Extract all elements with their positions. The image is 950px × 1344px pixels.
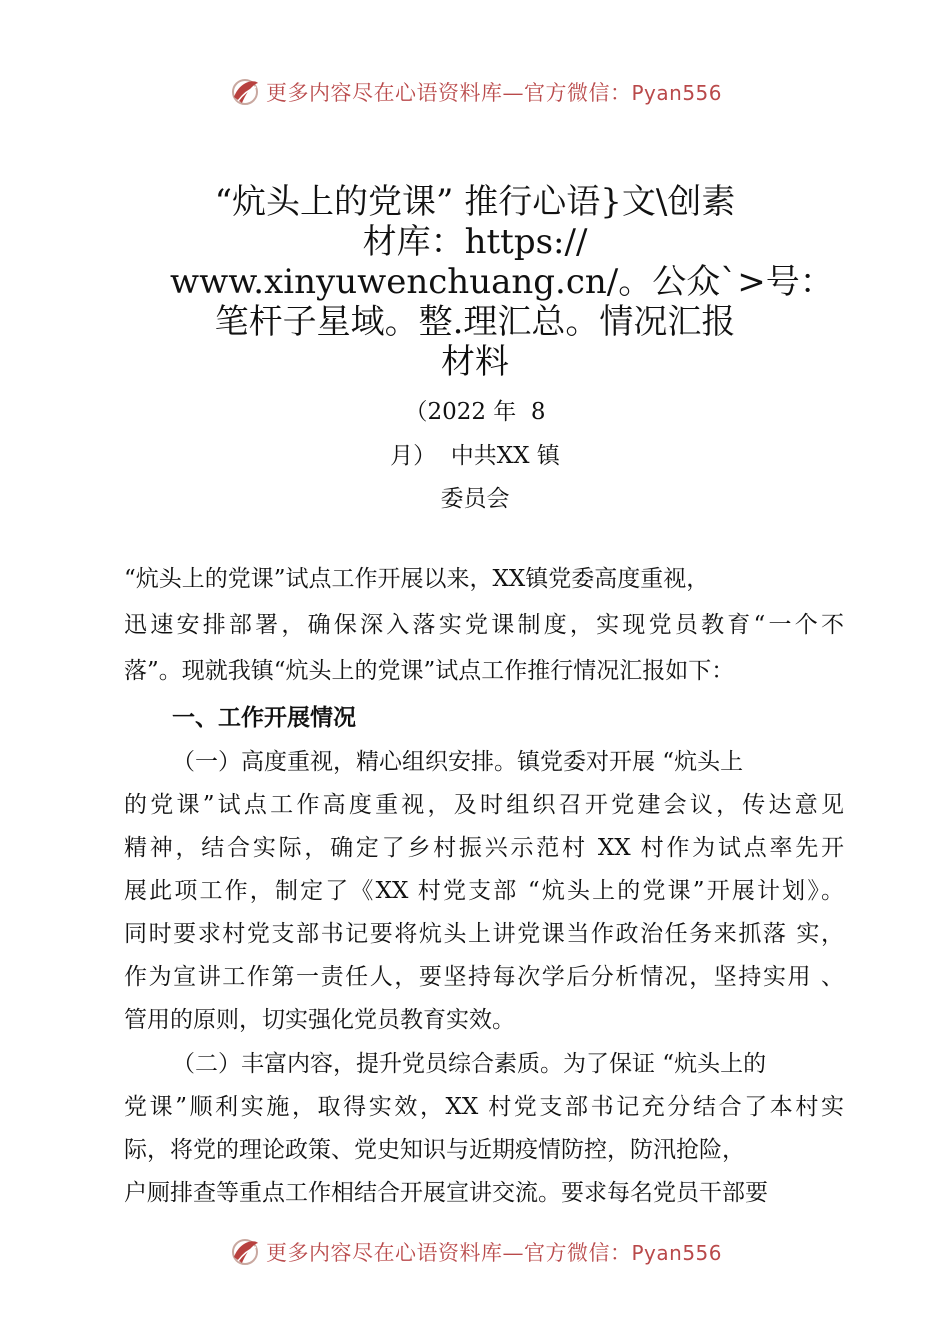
intro-paragraph-line: “炕头上的党课”试点工作开展以来，XX镇党委高度重视， <box>124 566 710 592</box>
leaf-swirl-logo-icon <box>228 75 262 109</box>
watermark-wechat-id: Pyan556 <box>631 1241 722 1265</box>
watermark-banner-bottom <box>0 1230 950 1274</box>
section2-line: 户厕排查等重点工作相结合开展宣讲交流。要求每名党员干部要 <box>124 1180 768 1206</box>
intro-paragraph-line: 迅速安排部署，确保深入落实党课制度，实现党员教育“一个不 <box>124 612 844 638</box>
title-line <box>170 222 780 262</box>
section2-line: 际，将党的理论政策、党史知识与近期疫情防控，防汛抢险， <box>124 1137 745 1163</box>
section1-line: 同时要求村党支部书记要将炕头上讲党课当作政治任务来抓落 实， <box>124 921 844 947</box>
title-line: “炕头上的党课” 推行心语}文\创素 <box>214 182 736 222</box>
leaf-swirl-logo-icon <box>228 1235 262 1269</box>
section1-line: 作为宣讲工作第一责任人，要坚持每次学后分析情况，坚持实用 、 <box>124 964 844 990</box>
section1-line: 展此项工作，制定了《XX 村党支部 “炕头上的党课”开展计划》。 <box>124 878 844 904</box>
section1-line: 的党课”试点工作高度重视，及时组织召开党建会议，传达意见 <box>124 792 844 818</box>
watermark-label: 更多内容尽在心语资料库—官方微信： <box>265 81 632 105</box>
title-line: 材料 <box>441 342 509 382</box>
intro-paragraph-line: 落”。现就我镇“炕头上的党课”试点工作推行情况汇报如下： <box>124 658 735 684</box>
watermark-text <box>266 1237 722 1267</box>
watermark-wechat-id: Pyan556 <box>631 81 722 105</box>
date-line: （2022 年 8 <box>404 399 546 425</box>
watermark-banner-top <box>0 70 950 114</box>
document-title <box>170 182 834 382</box>
section2-line: 党课”顺利实施，取得实效，XX 村党支部书记充分结合了本村实 <box>124 1094 844 1120</box>
section1-line: 管用的原则，切实强化党员教育实效。 <box>124 1007 515 1033</box>
title-line-text: 材库：https:// <box>362 222 588 262</box>
section1-line: 精神，结合实际，确定了乡村振兴示范村 XX 村作为试点率先开 <box>124 835 844 861</box>
org-line: 月） 中共XX 镇 <box>390 443 560 469</box>
section-heading: 一、工作开展情况 <box>172 705 356 731</box>
org-line-committee: 委员会 <box>440 486 510 512</box>
title-line: www.xinyuwenchuang.cn/。公众`>号： <box>170 262 834 302</box>
watermark-label: 更多内容尽在心语资料库—官方微信： <box>265 1241 632 1265</box>
section1-line: （一）高度重视，精心组织安排。镇党委对开展 “炕头上 <box>172 749 744 775</box>
section2-line: （二）丰富内容，提升党员综合素质。为了保证 “炕头上的 <box>172 1051 767 1077</box>
watermark-text <box>266 77 722 107</box>
title-line: 笔杆子星域。整.理汇总。情况汇报 <box>214 302 736 342</box>
